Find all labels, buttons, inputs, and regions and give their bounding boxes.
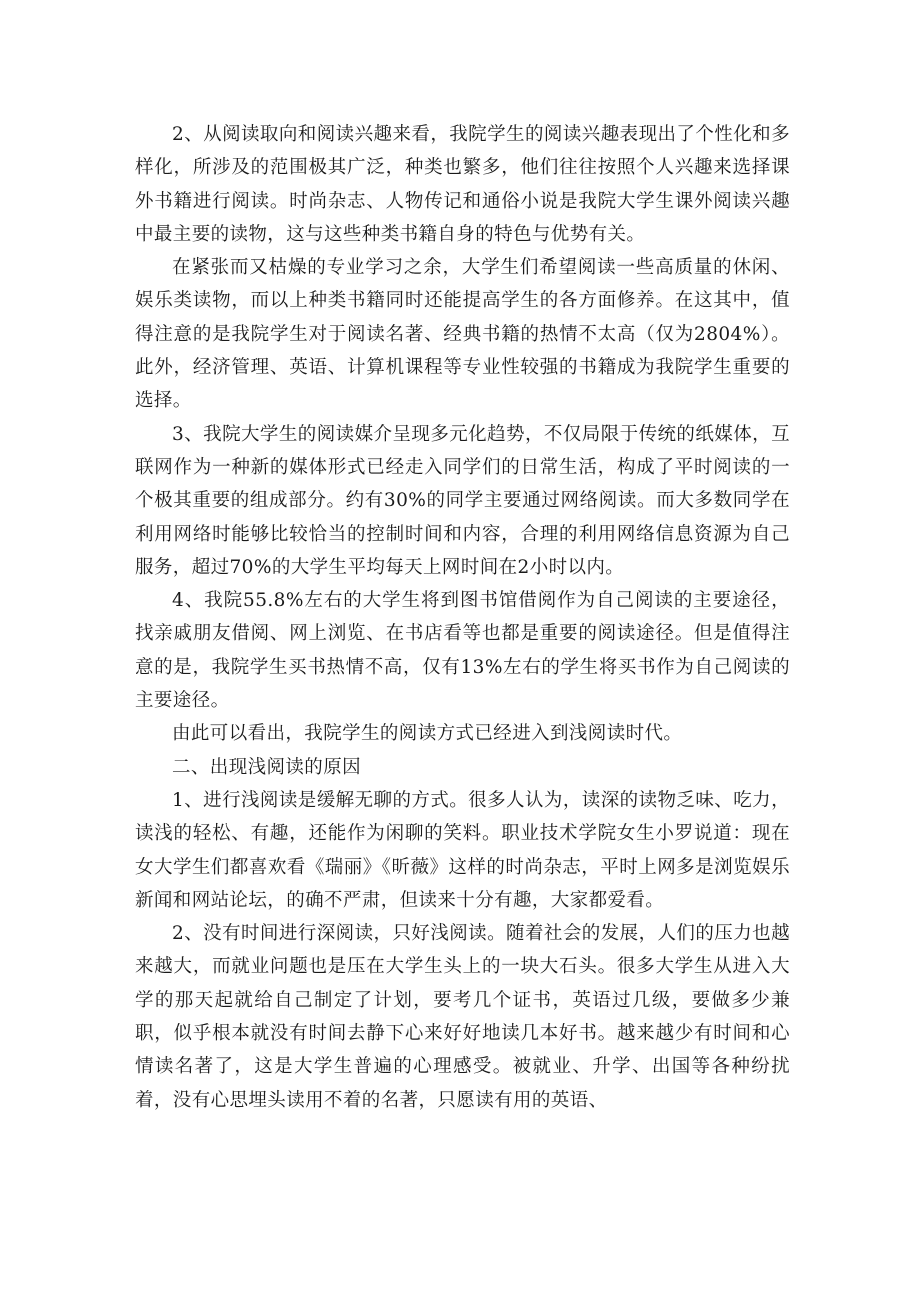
paragraph-reading-media: 3、我院大学生的阅读媒介呈现多元化趋势，不仅局限于传统的纸媒体，互联网作为一种新的媒体形式已经走入同学们的日常生活，构成了平时阅读的一个极其重要的组成部分。约有30%的同学主要通过网络阅读。而大多数同学在利用网络时能够比较恰当的控制时间和内容，合理的利用网络信息资源为自己服务，超过70%的大学生平均每天上网时间在2小时以内。: [135, 423, 790, 578]
paragraph-cause-boredom: 1、进行浅阅读是缓解无聊的方式。很多人认为，读深的读物乏味、吃力，读浅的轻松、有趣，还能作为闲聊的笑料。职业技术学院女生小罗说道：现在女大学生们都喜欢看《瑞丽》《昕薇》这样的时尚杂志，平时上网多是浏览娱乐新闻和网站论坛，的确不严肃，但读来十分有趣，大家都爱看。: [135, 789, 790, 911]
paragraph-cause-no-time: 2、没有时间进行深阅读，只好浅阅读。随着社会的发展，人们的压力也越来越大，而就业问题也是压在大学生头上的一块大石头。很多大学生从进入大学的那天起就给自己制定了计划，要考几个证书，英语过几级，要做多少兼职，似乎根本就没有时间去静下心来好好地读几本好书。越来越少有时间和心情读名著了，这是大学生普遍的心理感受。被就业、升学、出国等各种纷扰着，没有心思埋头读用不着的名著，只愿读有用的英语、: [135, 923, 790, 1111]
document-body: [135, 118, 790, 1117]
paragraph-reading-interest: 2、从阅读取向和阅读兴趣来看，我院学生的阅读兴趣表现出了个性化和多样化，所涉及的范围极其广泛，种类也繁多，他们往往按照个人兴趣来选择课外书籍进行阅读。时尚杂志、人物传记和通俗小说是我院大学生课外阅读兴趣中最主要的读物，这与这些种类书籍自身的特色与优势有关。: [135, 124, 790, 245]
paragraph-reading-channels: 4、我院55.8%左右的大学生将到图书馆借阅作为自己阅读的主要途径，找亲戚朋友借阅、网上浏览、在书店看等也都是重要的阅读途径。但是值得注意的是，我院学生买书热情不高，仅有13%左右的学生将买书作为自己阅读的主要途径。: [135, 590, 790, 712]
paragraph-leisure-reading: 在紧张而又枯燥的专业学习之余，大学生们希望阅读一些高质量的休闲、娱乐类读物，而以上种类书籍同时还能提高学生的各方面修养。在这其中，值得注意的是我院学生对于阅读名著、经典书籍的热情不太高（仅为2804%）。此外，经济管理、英语、计算机课程等专业性较强的书籍成为我院学生重要的选择。: [135, 257, 790, 412]
paragraph-conclusion: 由此可以看出，我院学生的阅读方式已经进入到浅阅读时代。: [172, 723, 683, 745]
section-heading-causes: 二、出现浅阅读的原因: [172, 756, 362, 778]
